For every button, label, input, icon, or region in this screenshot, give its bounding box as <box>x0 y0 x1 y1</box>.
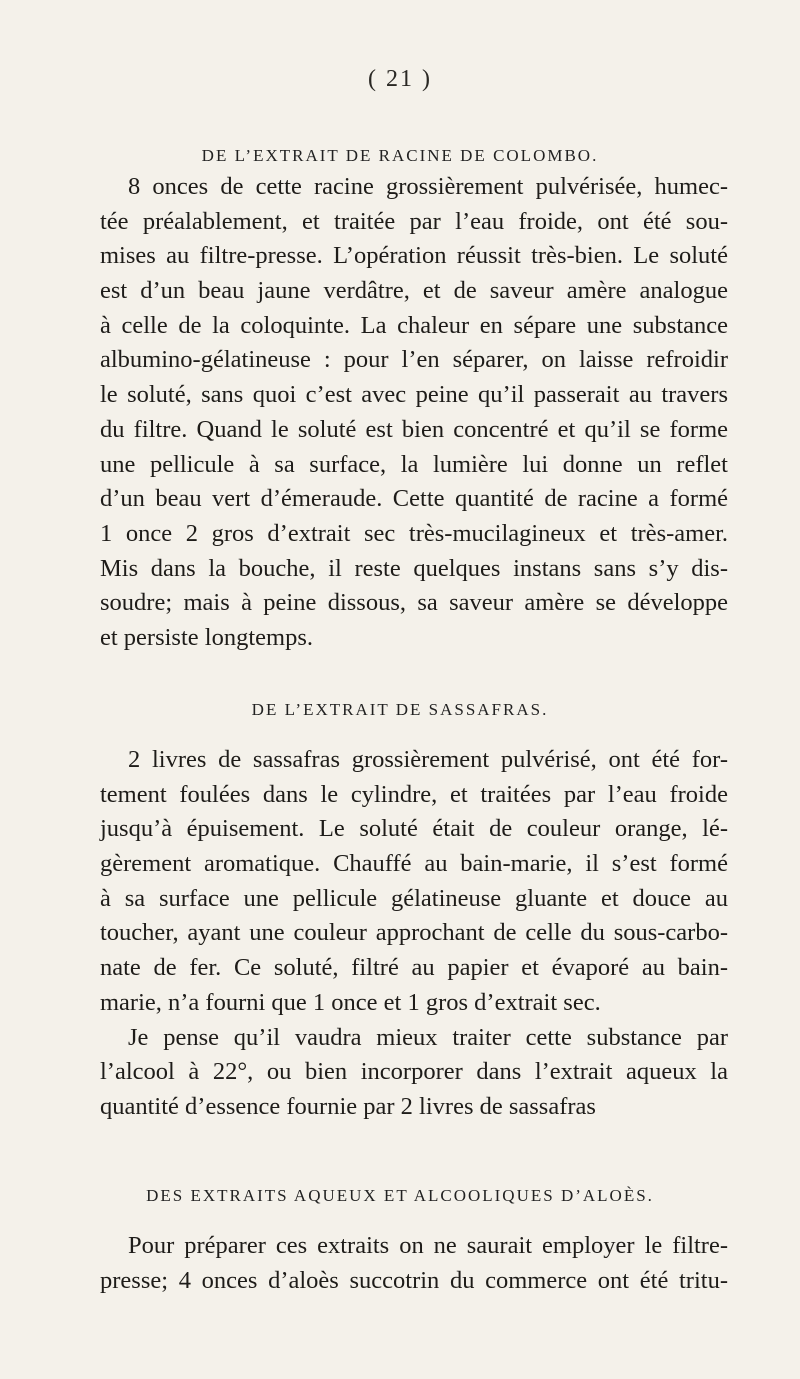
text-line: Je pense qu’il vaudra mieux traiter cette substance par <box>128 1023 728 1051</box>
text-line: l’alcool à 22°, ou bien incorporer dans l’extrait aqueux la <box>100 1058 728 1086</box>
section-body-colombo <box>100 170 728 656</box>
page-number: ( 21 ) <box>368 66 432 92</box>
text-line: Mis dans la bouche, il reste quelques instans sans s’y dis- <box>100 554 728 582</box>
text-line: du filtre. Quand le soluté est bien concentré et qu’il se forme <box>100 415 728 443</box>
text-line: 1 once 2 gros d’extrait sec très-mucilagineux et très-amer. <box>100 519 728 547</box>
text-line: d’un beau vert d’émeraude. Cette quantité de racine a formé <box>100 485 728 513</box>
text-line: jusqu’à épuisement. Le soluté était de couleur orange, lé- <box>100 815 728 843</box>
text-line: à sa surface une pellicule gélatineuse gluante et douce au <box>100 884 728 912</box>
text-line: quantité d’essence fournie par 2 livres de sassafras <box>100 1092 596 1120</box>
text-line: et persiste longtemps. <box>100 623 313 651</box>
text-line: Pour préparer ces extraits on ne saurait employer le filtre- <box>128 1232 728 1259</box>
text-line: albumino-gélatineuse : pour l’en séparer, on laisse refroidir <box>100 346 728 374</box>
section-heading-colombo: DE L’EXTRAIT DE RACINE DE COLOMBO. <box>201 146 599 165</box>
section-heading-aloes: DES EXTRAITS AQUEUX ET ALCOOLIQUES D’ALOÈS. <box>146 1186 654 1205</box>
text-line: tée préalablement, et traitée par l’eau froide, ont été sou- <box>100 207 728 235</box>
text-line: le soluté, sans quoi c’est avec peine qu’il passerait au travers <box>100 381 728 409</box>
text-line: est d’un beau jaune verdâtre, et de saveur amère analogue <box>100 277 728 305</box>
text-line: une pellicule à sa surface, la lumière lui donne un reflet <box>100 450 728 478</box>
text-line: soudre; mais à peine dissous, sa saveur amère se développe <box>100 589 728 617</box>
text-line: marie, n’a fourni que 1 once et 1 gros d’extrait sec. <box>100 988 601 1016</box>
text-line: toucher, ayant une couleur approchant de celle du sous-carbo- <box>100 919 728 947</box>
text-line: gèrement aromatique. Chauffé au bain-marie, il s’est formé <box>100 850 728 878</box>
section-heading-sassafras: DE L’EXTRAIT DE SASSAFRAS. <box>251 700 549 719</box>
text-line: 2 livres de sassafras grossièrement pulvérisé, ont été for- <box>128 746 728 773</box>
section-body-aloes <box>100 1229 728 1298</box>
text-line: mises au filtre-presse. L’opération réussit très-bien. Le soluté <box>100 242 728 270</box>
text-line: nate de fer. Ce soluté, filtré au papier et évaporé au bain- <box>100 954 728 982</box>
text-line: tement foulées dans le cylindre, et traitées par l’eau froide <box>100 780 728 808</box>
text-line: 8 onces de cette racine grossièrement pulvérisée, humec- <box>128 173 728 200</box>
section-body-sassafras <box>100 743 728 1125</box>
text-line: presse; 4 onces d’aloès succotrin du commerce ont été tritu- <box>100 1266 728 1294</box>
text-line: à celle de la coloquinte. La chaleur en sépare une substance <box>100 311 728 339</box>
